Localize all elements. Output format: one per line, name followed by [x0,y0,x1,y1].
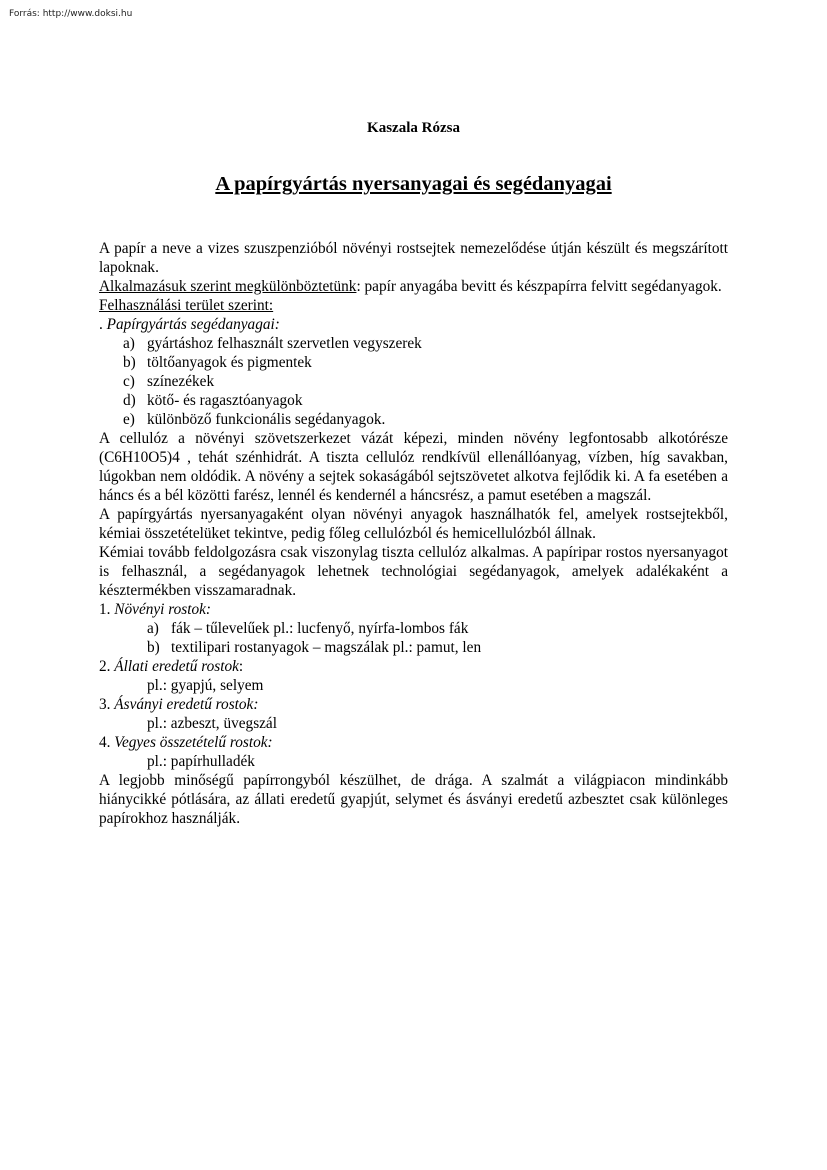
section-number: 1. [99,601,115,618]
mineral-fibers-example: pl.: azbeszt, üvegszál [147,715,277,732]
cellulose-paragraph: A cellulóz a növényi szövetszerkezet vázát képezi, minden növény legfontosabb alkotórésze (C6H10O5)4 , tehát szénhidrát. A tiszta cellulóz rendkívül ellenállóanyag, vízben, híg savakban, lúgokban nem oldódik. A növény a sejtek sokaságából sejtszövetet alkotva fejlődik ki. A fa esetében a háncs és a bél közötti farész, lennél és kendernél a háncsrész, a pamut esetében a magszál. [99,430,728,504]
list-item [99,334,728,353]
plant-fibers-list [99,619,728,657]
aux-prefix: . [99,316,107,333]
list-marker: a) [147,620,159,637]
document-title: A papírgyártás nyersanyagai és segédanyagai [215,173,612,195]
mixed-fibers-example: pl.: papírhulladék [147,753,255,770]
section-title: Ásványi eredetű rostok: [114,696,259,713]
animal-fibers-heading [99,657,728,676]
list-text: gyártáshoz felhasznált szervetlen vegyszerek [147,335,422,352]
mixed-fibers-heading [99,733,728,752]
usage-paragraph [99,277,728,296]
section-number: 3. [99,696,115,713]
list-marker: b) [123,354,136,371]
list-item [99,619,728,638]
list-marker: c) [123,373,135,390]
intro-paragraph: A papír a neve a vizes szuszpenzióból növényi rostsejtek nemezelődése útján készült és megszárított lapoknak. [99,240,728,276]
section-title: Állati eredetű rostok [114,658,239,675]
list-marker: a) [123,335,135,352]
document-body [99,239,728,828]
list-item [99,372,728,391]
list-marker: b) [147,639,160,656]
section-title: Növényi rostok: [114,601,212,618]
usage-label: Alkalmazásuk szerint megkülönböztetünk [99,278,357,295]
raw-material-paragraph: A papírgyártás nyersanyagaként olyan növényi anyagok használhatók fel, amelyek rostsejtekből, kémiai összetételüket tekintve, pedig főleg cellulózból és hemicellulózból állnak. [99,506,728,542]
list-item [99,410,728,429]
list-item [99,353,728,372]
list-marker: e) [123,411,135,428]
section-suffix: : [238,658,244,675]
aux-heading-line [99,315,728,334]
author-name: Kaszala Rózsa [367,120,460,136]
list-marker: d) [123,392,136,409]
chemical-paragraph: Kémiai tovább feldolgozásra csak viszonylag tiszta cellulóz alkalmas. A papíripar rostos nyersanyagot is felhasznál, a segédanyagok lehetnek technológiai segédanyagok, amelyek adalékaként a késztermékben visszamaradnak. [99,544,728,599]
closing-paragraph: A legjobb minőségű papírrongyból készülhet, de drága. A szalmát a világpiacon mindinkább hiánycikké pótlására, az állati eredetű gyapjút, selymet és ásványi eredetű azbesztet csak különleges papírokhoz használják. [99,772,728,827]
list-text: töltőanyagok és pigmentek [147,354,312,371]
list-item [99,638,728,657]
animal-fibers-example: pl.: gyapjú, selyem [147,677,264,694]
usage-text: : papír anyagába bevitt és készpapírra felvitt segédanyagok. [356,278,722,295]
field-label: Felhasználási terület szerint: [99,297,274,314]
list-text: kötő- és ragasztóanyagok [147,392,303,409]
section-number: 2. [99,658,115,675]
list-text: különböző funkcionális segédanyagok. [147,411,386,428]
plant-fibers-heading [99,600,728,619]
section-number: 4. [99,734,115,751]
list-text: színezékek [147,373,215,390]
section-title: Vegyes összetételű rostok: [114,734,273,751]
list-item [99,391,728,410]
list-text: textilipari rostanyagok – magszálak pl.: pamut, len [171,639,482,656]
aux-list [99,334,728,429]
mineral-fibers-heading [99,695,728,714]
source-note: Forrás: http://www.doksi.hu [9,9,133,19]
aux-heading: Papírgyártás segédanyagai: [106,316,280,333]
list-text: fák – tűlevelűek pl.: lucfenyő, nyírfa-lombos fák [171,620,469,637]
